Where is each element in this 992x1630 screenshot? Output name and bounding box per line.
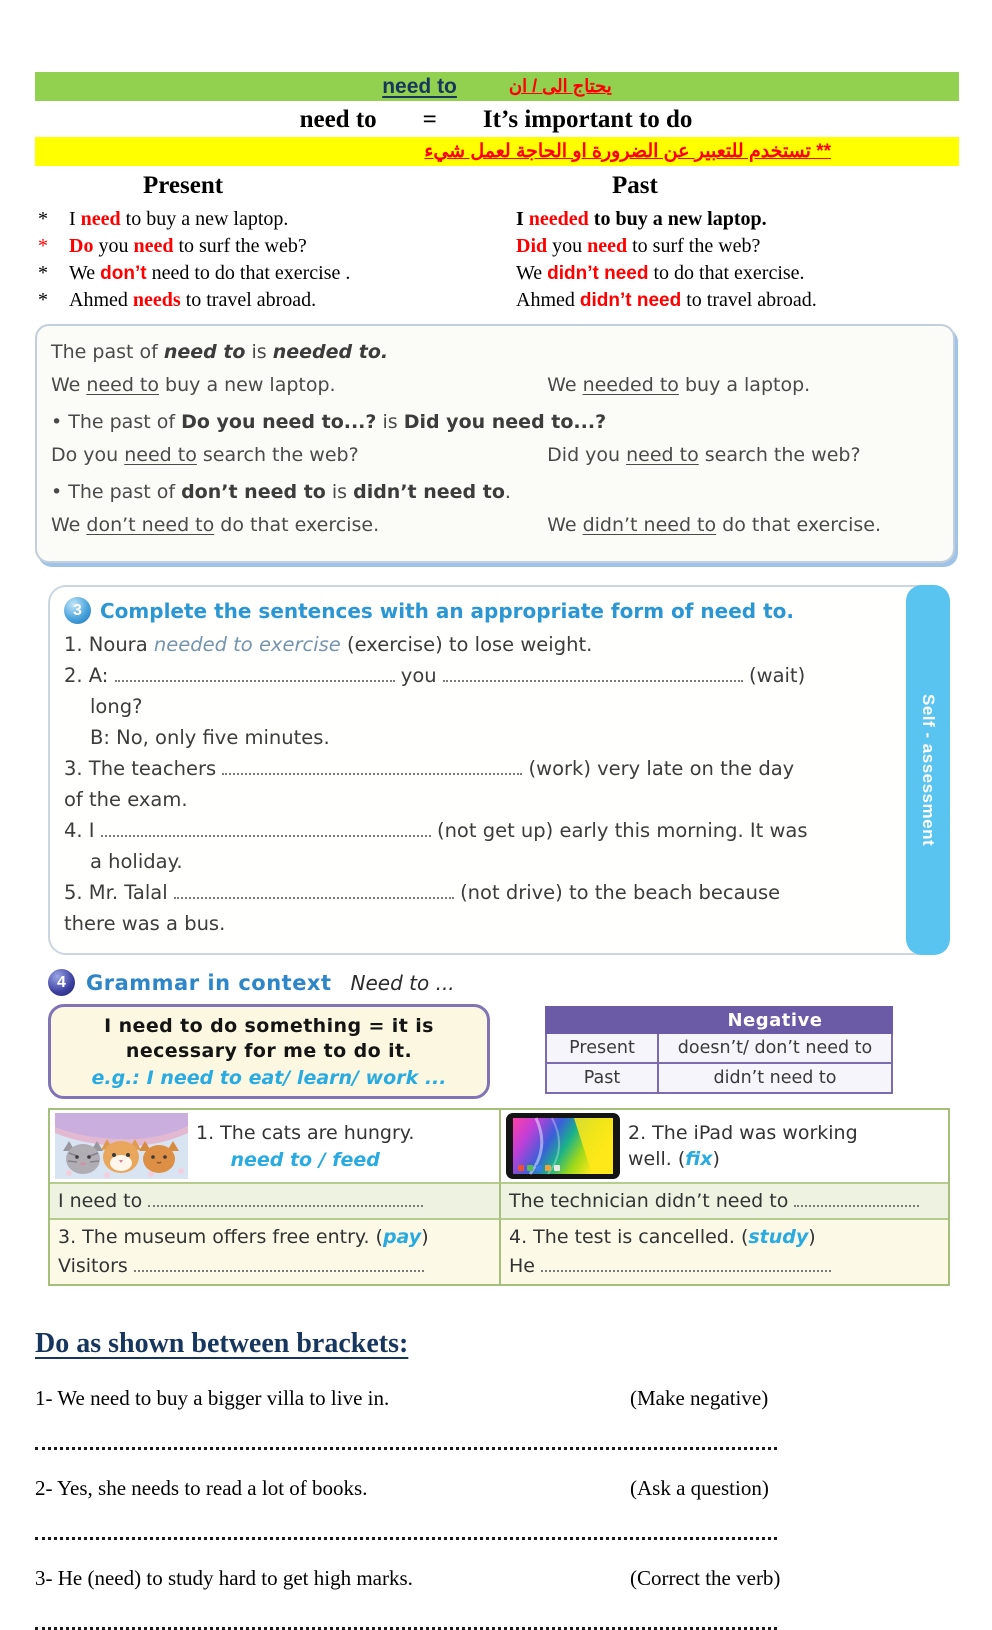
definition-line <box>0 106 992 134</box>
brackets-item <box>35 1386 957 1411</box>
brackets-item <box>35 1566 957 1591</box>
table-cell <box>50 1110 499 1182</box>
example-text: Do you need to surf the web? <box>69 235 307 257</box>
exercise-number-badge: 3 <box>64 597 91 624</box>
exercise-item-line: B: No, only five minutes. <box>90 726 330 749</box>
negative-form: didn’t need to <box>713 1068 837 1088</box>
context-prompt: 1. The cats are hungry. <box>196 1121 415 1144</box>
table-row <box>545 1034 893 1064</box>
rule-line: The past of need to is needed to. <box>51 341 389 363</box>
tense-label: Past <box>547 1064 659 1092</box>
exercise-item: 3. The teachers (work) very late on the day <box>64 757 795 780</box>
exercise-3-header <box>64 597 864 624</box>
rule-line: • The past of Do you need to...? is Did you need to...? <box>51 411 607 433</box>
ipad-photo <box>506 1113 620 1179</box>
example-row <box>496 287 957 314</box>
exercise-4-subtitle: Need to ... <box>350 970 455 995</box>
past-column <box>496 172 957 314</box>
example-text: Ahmed needs to travel abroad. <box>69 289 317 311</box>
definition-term: need to <box>299 106 377 133</box>
table-row <box>50 1218 948 1284</box>
worksheet-page <box>0 72 992 1590</box>
exercise-item: 4. I (not get up) early this morning. It was <box>64 819 808 842</box>
example-text: Did you need to surf the web? <box>516 235 761 257</box>
example-row <box>35 206 496 233</box>
brackets-instruction: (Ask a question) <box>630 1476 769 1500</box>
rule-example-pair <box>51 509 937 542</box>
example-row <box>496 206 957 233</box>
rule-example: We need to buy a new laptop. <box>51 374 336 396</box>
negative-form: doesn’t/ don’t need to <box>677 1038 873 1058</box>
brackets-sentence: 2- Yes, she needs to read a lot of books. <box>35 1476 368 1500</box>
brackets-sentence: 1- We need to buy a bigger villa to live in. <box>35 1386 390 1410</box>
answer-line <box>35 1525 777 1540</box>
context-exercise-table <box>48 1108 950 1286</box>
exercise-item-line: long? <box>90 695 143 718</box>
exercise-item: 2. A: you (wait) <box>64 664 806 687</box>
table-cell <box>499 1110 948 1182</box>
table-row <box>50 1110 948 1182</box>
exercise-item-line: there was a bus. <box>64 912 226 935</box>
exercise-4-title: Grammar in context <box>86 970 332 995</box>
grammar-rule-box <box>35 324 955 563</box>
context-hint: need to / feed <box>230 1148 380 1171</box>
answer-line: He <box>509 1252 940 1281</box>
table-cell <box>499 1218 948 1284</box>
example-row <box>496 260 957 287</box>
exercise-4-header <box>48 969 992 996</box>
exercise-3-title: Complete the sentences with an appropriate form of need to. <box>100 598 794 623</box>
example-text: We don’t need to do that exercise . <box>69 262 351 284</box>
answer-cell: The technician didn’t need to <box>499 1182 948 1218</box>
table-row <box>50 1182 948 1218</box>
examples-section <box>35 172 957 314</box>
self-assessment-tab <box>906 585 950 955</box>
example-text: I needed to buy a new laptop. <box>516 208 767 230</box>
example-row <box>35 260 496 287</box>
exercise-number-badge: 4 <box>48 969 75 996</box>
negative-table <box>545 1006 893 1094</box>
title-english: need to <box>382 74 457 98</box>
grammar-note-box <box>48 1004 490 1099</box>
rule-example: We didn’t need to do that exercise. <box>547 514 881 536</box>
example-row <box>35 233 496 260</box>
negative-header-label: Negative <box>727 1009 823 1031</box>
note-definition: I need to do something = it is necessary for me to do it. <box>104 1015 434 1062</box>
brackets-sentence: 3- He (need) to study hard to get high marks. <box>35 1566 413 1590</box>
rule-line: • The past of don’t need to is didn’t need to. <box>51 481 511 503</box>
bullet: * <box>38 289 48 311</box>
definition-meaning: It’s important to do <box>482 106 693 133</box>
cats-photo <box>55 1113 188 1179</box>
exercise-item: 1. Noura needed to exercise (exercise) to lose weight. <box>64 633 593 656</box>
example-row <box>496 233 957 260</box>
answer-line <box>35 1615 777 1630</box>
table-cell <box>50 1218 499 1284</box>
context-prompt: 3. The museum offers free entry. (pay) <box>58 1226 429 1248</box>
brackets-instruction: (Correct the verb) <box>630 1566 781 1590</box>
answer-line <box>35 1435 777 1450</box>
answer-line: Visitors <box>58 1252 491 1281</box>
example-text: We didn’t need to do that exercise. <box>516 262 805 284</box>
rule-example: We don’t need to do that exercise. <box>51 514 380 536</box>
equals-sign: = <box>422 106 437 133</box>
answer-cell: I need to <box>50 1182 499 1218</box>
usage-note-bar <box>35 137 959 166</box>
exercise-item-line: a holiday. <box>90 850 183 873</box>
bullet: * <box>38 262 48 284</box>
bullet: * <box>38 208 48 230</box>
present-heading: Present <box>143 172 224 199</box>
rule-example-pair <box>51 439 937 472</box>
self-assessment-label: Self - assessment <box>919 693 938 847</box>
rule-example: Did you need to search the web? <box>547 444 861 466</box>
brackets-instruction: (Make negative) <box>630 1386 769 1410</box>
note-example: e.g.: I need to eat/ learn/ work ... <box>91 1067 447 1089</box>
bullet: * <box>38 235 48 257</box>
context-prompt: 2. The iPad was working well. (fix) <box>628 1122 858 1170</box>
usage-note-arabic: ** تستخدم للتعبير عن الضرورة او الحاجة لعمل شيء <box>424 141 831 162</box>
brackets-heading: Do as shown between brackets: <box>35 1328 409 1359</box>
rule-example: Do you need to search the web? <box>51 444 359 466</box>
tense-label: Present <box>547 1034 659 1062</box>
present-column <box>35 172 496 314</box>
example-row <box>35 287 496 314</box>
exercise-item: 5. Mr. Talal (not drive) to the beach because <box>64 881 781 904</box>
table-row <box>545 1064 893 1094</box>
past-heading: Past <box>612 172 658 199</box>
exercise-3-box <box>48 585 950 955</box>
example-text: I need to buy a new laptop. <box>69 208 289 230</box>
context-prompt: 4. The test is cancelled. (study) <box>509 1226 816 1248</box>
rule-example-pair <box>51 369 937 402</box>
grammar-context-row <box>48 1004 950 1099</box>
exercise-item-line: of the exam. <box>64 788 188 811</box>
example-text: Ahmed didn’t need to travel abroad. <box>516 289 817 311</box>
title-bar <box>35 72 959 101</box>
title-arabic: يحتاج الى / ان <box>508 76 612 96</box>
negative-table-header <box>545 1006 893 1034</box>
rule-example: We needed to buy a laptop. <box>547 374 811 396</box>
brackets-item <box>35 1476 957 1501</box>
